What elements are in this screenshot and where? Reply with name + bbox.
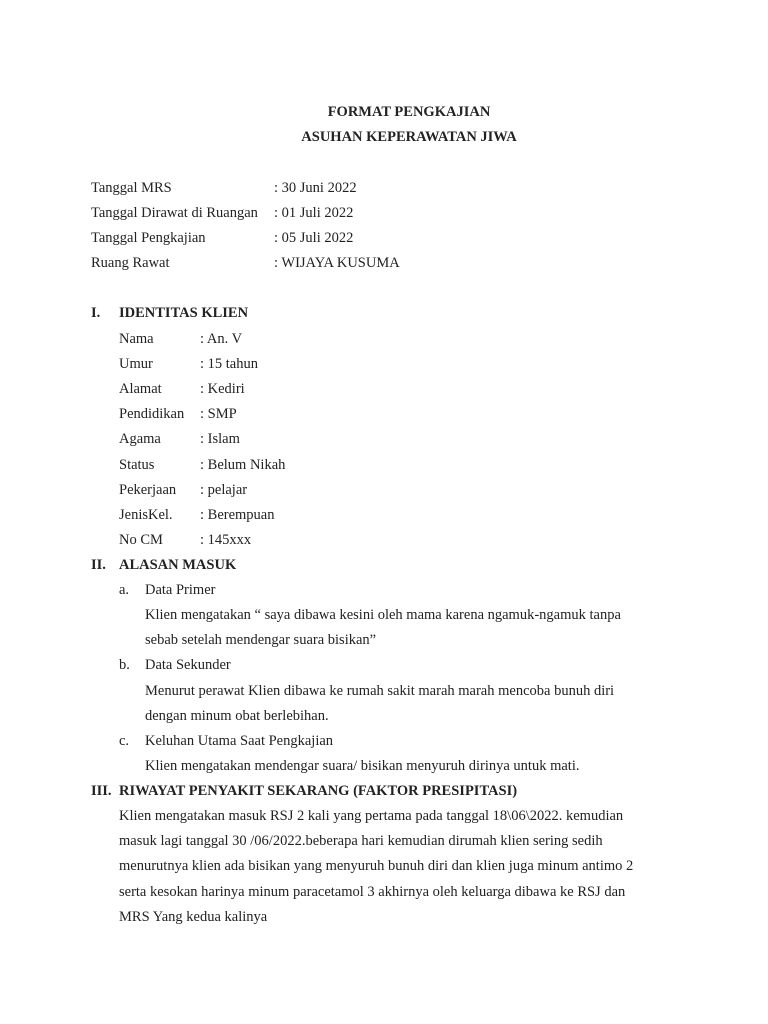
section-title: IDENTITAS KLIEN [119,305,249,321]
subitem-title: Data Primer [145,582,216,598]
paragraph-line: MRS Yang kedua kalinya [119,909,268,925]
paragraph-line: masuk lagi tanggal 30 /06/2022.beberapa hari kemudian dirumah klien sering sedih [119,833,603,849]
admission-value: : 30 Juni 2022 [274,180,357,196]
identity-value: : Kediri [200,381,245,397]
document-title-line2: ASUHAN KEPERAWATAN JIWA [301,129,517,145]
identity-label: No CM [119,532,163,548]
section-title: RIWAYAT PENYAKIT SEKARANG (FAKTOR PRESIPITASI) [119,783,518,799]
identity-label: Pekerjaan [119,482,177,498]
identity-value: : SMP [200,406,237,422]
identity-value: : 15 tahun [200,356,258,372]
paragraph-line: menurutnya klien ada bisikan yang menyuruh bunuh diri dan klien juga minum antimo 2 [119,858,634,874]
paragraph-line: Klien mengatakan mendengar suara/ bisikan menyuruh dirinya untuk mati. [145,758,580,774]
paragraph-line: serta kesokan harinya minum paracetamol 3 akhirnya oleh keluarga dibawa ke RSJ dan [119,884,626,900]
subitem-marker: b. [119,657,130,673]
identity-label: Pendidikan [119,406,185,422]
paragraph-line: dengan minum obat berlebihan. [145,708,329,724]
identity-label: Status [119,457,155,473]
admission-label: Tanggal Dirawat di Ruangan [91,205,258,221]
paragraph-line: Klien mengatakan masuk RSJ 2 kali yang pertama pada tanggal 18\06\2022. kemudian [119,808,624,824]
admission-value: : 01 Juli 2022 [274,205,354,221]
paragraph-line: sebab setelah mendengar suara bisikan” [145,632,377,648]
admission-label: Tanggal MRS [91,180,172,196]
identity-value: : Belum Nikah [200,457,286,473]
identity-label: JenisKel. [119,507,173,523]
admission-value: : 05 Juli 2022 [274,230,354,246]
admission-value: : WIJAYA KUSUMA [274,255,400,271]
identity-label: Alamat [119,381,162,397]
identity-label: Nama [119,331,154,347]
identity-label: Umur [119,356,153,372]
subitem-title: Data Sekunder [145,657,231,673]
identity-value: : pelajar [200,482,248,498]
subitem-marker: c. [119,733,130,749]
identity-value: : 145xxx [200,532,252,548]
paragraph-line: Klien mengatakan “ saya dibawa kesini oleh mama karena ngamuk-ngamuk tanpa [145,607,621,623]
identity-value: : An. V [200,331,243,347]
document-title-line1: FORMAT PENGKAJIAN [327,104,491,120]
admission-label: Ruang Rawat [91,255,170,271]
section-number: II. [91,557,106,573]
identity-label: Agama [119,431,161,447]
subitem-marker: a. [119,582,130,598]
identity-value: : Berempuan [200,507,275,523]
section-number: III. [91,783,112,799]
section-number: I. [91,305,101,321]
subitem-title: Keluhan Utama Saat Pengkajian [145,733,334,749]
section-title: ALASAN MASUK [119,557,237,573]
admission-label: Tanggal Pengkajian [91,230,206,246]
paragraph-line: Menurut perawat Klien dibawa ke rumah sakit marah marah mencoba bunuh diri [145,683,615,699]
identity-value: : Islam [200,431,240,447]
